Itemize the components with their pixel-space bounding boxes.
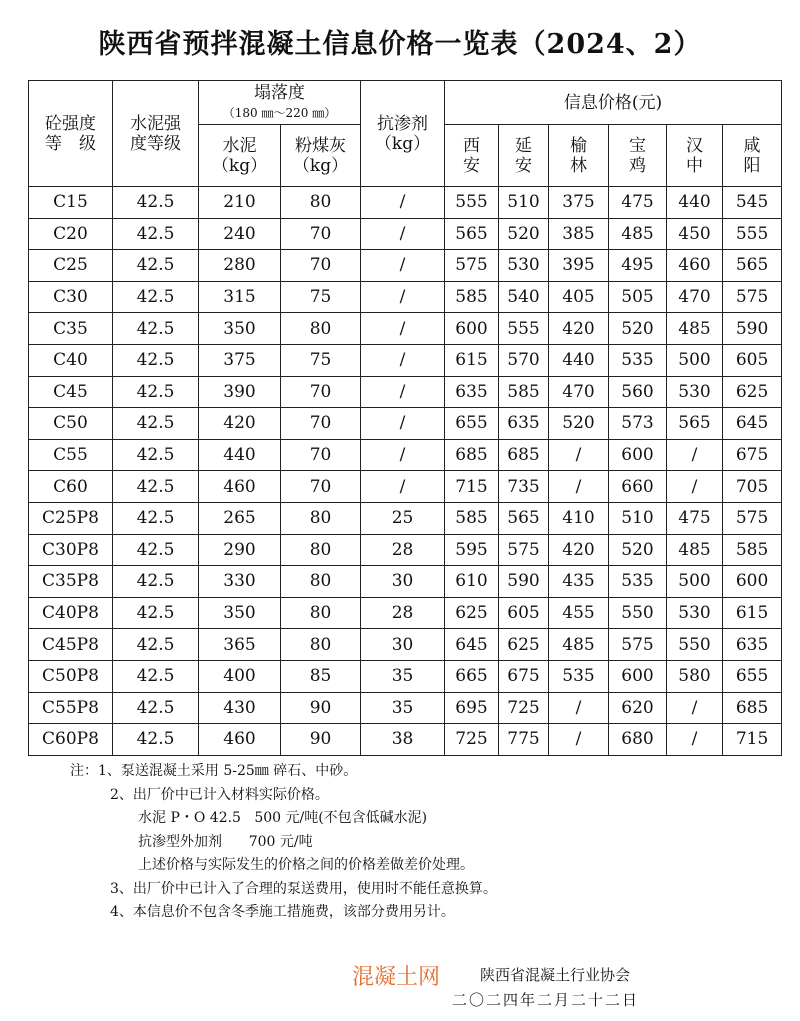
- cell-admixture-kg: /: [361, 408, 445, 440]
- cell-price-xian: 655: [445, 408, 499, 440]
- cell-price-baoji: 620: [609, 692, 667, 724]
- cell-flyash-kg: 80: [281, 502, 361, 534]
- cell-admixture-kg: 28: [361, 534, 445, 566]
- cell-cement-kg: 375: [199, 344, 281, 376]
- cell-grade: C25: [29, 250, 113, 282]
- cell-cement-kg: 265: [199, 502, 281, 534]
- cell-grade: C40P8: [29, 597, 113, 629]
- cell-cement-grade: 42.5: [113, 534, 199, 566]
- cell-cement-kg: 390: [199, 376, 281, 408]
- price-table-body: [29, 187, 782, 756]
- header-city-xian: 西 安: [445, 125, 499, 187]
- cell-price-yanan: 530: [499, 250, 549, 282]
- cell-price-yulin: 420: [549, 534, 609, 566]
- cell-admixture-kg: /: [361, 187, 445, 219]
- cell-price-xianyang: 545: [723, 187, 782, 219]
- cell-price-xianyang: 705: [723, 471, 782, 503]
- cell-admixture-kg: /: [361, 313, 445, 345]
- cell-price-baoji: 680: [609, 724, 667, 756]
- cell-grade: C45: [29, 376, 113, 408]
- cell-cement-kg: 460: [199, 471, 281, 503]
- cell-grade: C60: [29, 471, 113, 503]
- cell-price-yulin: 470: [549, 376, 609, 408]
- cell-price-baoji: 600: [609, 439, 667, 471]
- cell-price-yulin: 455: [549, 597, 609, 629]
- cell-price-baoji: 575: [609, 629, 667, 661]
- cell-price-xian: 575: [445, 250, 499, 282]
- cell-price-xianyang: 590: [723, 313, 782, 345]
- cell-grade: C25P8: [29, 502, 113, 534]
- cell-price-xianyang: 685: [723, 692, 782, 724]
- cell-price-yanan: 625: [499, 629, 549, 661]
- cell-price-yulin: 375: [549, 187, 609, 219]
- cell-price-xian: 715: [445, 471, 499, 503]
- table-row: [29, 218, 782, 250]
- cell-price-xianyang: 585: [723, 534, 782, 566]
- cell-grade: C50: [29, 408, 113, 440]
- notes: [70, 760, 497, 925]
- cell-price-xian: 610: [445, 566, 499, 598]
- cell-cement-grade: 42.5: [113, 376, 199, 408]
- cell-admixture-kg: 28: [361, 597, 445, 629]
- cell-price-baoji: 550: [609, 597, 667, 629]
- cell-price-xian: 665: [445, 660, 499, 692]
- page-title: 陕西省预拌混凝土信息价格一览表（2024、2）: [98, 29, 702, 60]
- cell-admixture-kg: /: [361, 281, 445, 313]
- table-row: [29, 281, 782, 313]
- cell-cement-kg: 350: [199, 313, 281, 345]
- cell-price-baoji: 535: [609, 566, 667, 598]
- cell-flyash-kg: 70: [281, 250, 361, 282]
- cell-price-yanan: 510: [499, 187, 549, 219]
- cell-price-xianyang: 565: [723, 250, 782, 282]
- cell-flyash-kg: 70: [281, 218, 361, 250]
- cell-flyash-kg: 80: [281, 629, 361, 661]
- cell-price-xianyang: 645: [723, 408, 782, 440]
- cell-price-xian: 725: [445, 724, 499, 756]
- table-row: [29, 597, 782, 629]
- cell-cement-kg: 460: [199, 724, 281, 756]
- cell-price-hanzhong: /: [667, 692, 723, 724]
- cell-price-hanzhong: 470: [667, 281, 723, 313]
- cell-price-yulin: /: [549, 692, 609, 724]
- cell-price-baoji: 560: [609, 376, 667, 408]
- cell-price-xian: 695: [445, 692, 499, 724]
- table-row: [29, 566, 782, 598]
- cell-price-yanan: 575: [499, 534, 549, 566]
- cell-admixture-kg: /: [361, 250, 445, 282]
- cell-price-xian: 585: [445, 502, 499, 534]
- cell-flyash-kg: 80: [281, 534, 361, 566]
- cell-flyash-kg: 70: [281, 471, 361, 503]
- cell-price-baoji: 535: [609, 344, 667, 376]
- cell-price-yanan: 605: [499, 597, 549, 629]
- cell-price-baoji: 510: [609, 502, 667, 534]
- cell-flyash-kg: 75: [281, 344, 361, 376]
- cell-price-yanan: 590: [499, 566, 549, 598]
- header-cement: 水泥 （kg）: [199, 125, 281, 187]
- cell-price-yulin: 535: [549, 660, 609, 692]
- cell-cement-kg: 290: [199, 534, 281, 566]
- cell-price-baoji: 485: [609, 218, 667, 250]
- cell-price-hanzhong: 530: [667, 376, 723, 408]
- cell-flyash-kg: 75: [281, 281, 361, 313]
- cell-price-hanzhong: 485: [667, 313, 723, 345]
- table-row: [29, 502, 782, 534]
- cell-flyash-kg: 90: [281, 692, 361, 724]
- cell-cement-grade: 42.5: [113, 313, 199, 345]
- cell-flyash-kg: 80: [281, 597, 361, 629]
- cell-admixture-kg: /: [361, 218, 445, 250]
- cell-price-yanan: 570: [499, 344, 549, 376]
- cell-grade: C55P8: [29, 692, 113, 724]
- cell-admixture-kg: /: [361, 344, 445, 376]
- cell-price-xian: 600: [445, 313, 499, 345]
- issuer-org: 陕西省混凝土行业协会: [480, 966, 631, 984]
- cell-price-xianyang: 605: [723, 344, 782, 376]
- cell-grade: C15: [29, 187, 113, 219]
- cell-price-xianyang: 675: [723, 439, 782, 471]
- cell-cement-kg: 350: [199, 597, 281, 629]
- cell-cement-kg: 280: [199, 250, 281, 282]
- cell-price-xian: 625: [445, 597, 499, 629]
- cell-price-baoji: 475: [609, 187, 667, 219]
- cell-cement-grade: 42.5: [113, 629, 199, 661]
- cell-price-xianyang: 635: [723, 629, 782, 661]
- cell-price-yulin: 485: [549, 629, 609, 661]
- cell-cement-kg: 210: [199, 187, 281, 219]
- cell-admixture-kg: /: [361, 471, 445, 503]
- note-2: 2、出厂价中已计入材料实际价格。: [110, 786, 329, 803]
- cell-price-baoji: 520: [609, 313, 667, 345]
- cell-cement-kg: 430: [199, 692, 281, 724]
- cell-price-yulin: /: [549, 471, 609, 503]
- header-slump: [199, 81, 361, 125]
- cell-price-hanzhong: 450: [667, 218, 723, 250]
- table-row: [29, 187, 782, 219]
- cell-price-baoji: 505: [609, 281, 667, 313]
- cell-price-baoji: 600: [609, 660, 667, 692]
- cell-admixture-kg: /: [361, 439, 445, 471]
- header-city-xianyang: 咸 阳: [723, 125, 782, 187]
- cell-cement-grade: 42.5: [113, 281, 199, 313]
- cell-price-hanzhong: 500: [667, 566, 723, 598]
- header-price: 信息价格(元): [445, 81, 782, 125]
- cell-grade: C45P8: [29, 629, 113, 661]
- cell-price-yulin: 435: [549, 566, 609, 598]
- cell-cement-grade: 42.5: [113, 692, 199, 724]
- note-2-cement: 水泥 P・O 42.5 500 元/吨(不包含低碱水泥): [138, 810, 428, 826]
- cell-price-baoji: 660: [609, 471, 667, 503]
- cell-cement-grade: 42.5: [113, 597, 199, 629]
- header-slump-range: （180 ㎜～220 ㎜）: [222, 105, 337, 120]
- cell-price-yanan: 675: [499, 660, 549, 692]
- cell-price-yanan: 735: [499, 471, 549, 503]
- cell-cement-kg: 330: [199, 566, 281, 598]
- cell-price-yanan: 685: [499, 439, 549, 471]
- cell-price-xian: 615: [445, 344, 499, 376]
- cell-price-xianyang: 555: [723, 218, 782, 250]
- cell-cement-kg: 315: [199, 281, 281, 313]
- header-admixture: 抗渗剂 （kg）: [361, 81, 445, 187]
- table-row: [29, 313, 782, 345]
- cell-grade: C35: [29, 313, 113, 345]
- cell-flyash-kg: 80: [281, 313, 361, 345]
- cell-price-baoji: 573: [609, 408, 667, 440]
- cell-admixture-kg: /: [361, 376, 445, 408]
- cell-price-hanzhong: 550: [667, 629, 723, 661]
- table-row: [29, 439, 782, 471]
- table-row: [29, 344, 782, 376]
- cell-cement-kg: 365: [199, 629, 281, 661]
- cell-flyash-kg: 80: [281, 566, 361, 598]
- cell-cement-grade: 42.5: [113, 566, 199, 598]
- cell-price-hanzhong: /: [667, 724, 723, 756]
- cell-price-hanzhong: /: [667, 439, 723, 471]
- cell-cement-grade: 42.5: [113, 471, 199, 503]
- cell-price-xianyang: 715: [723, 724, 782, 756]
- table-row: [29, 408, 782, 440]
- cell-price-xian: 595: [445, 534, 499, 566]
- cell-price-xianyang: 655: [723, 660, 782, 692]
- cell-cement-kg: 420: [199, 408, 281, 440]
- cell-price-yulin: 440: [549, 344, 609, 376]
- issue-date: 二〇二四年二月二十二日: [452, 991, 640, 1009]
- cell-price-xianyang: 575: [723, 502, 782, 534]
- watermark-logo: 混凝土网: [352, 965, 441, 990]
- cell-price-hanzhong: 580: [667, 660, 723, 692]
- cell-cement-grade: 42.5: [113, 187, 199, 219]
- cell-price-yulin: 385: [549, 218, 609, 250]
- header-city-baoji: 宝 鸡: [609, 125, 667, 187]
- cell-price-xianyang: 615: [723, 597, 782, 629]
- header-flyash: 粉煤灰 （kg）: [281, 125, 361, 187]
- cell-price-yulin: 410: [549, 502, 609, 534]
- cell-price-hanzhong: 485: [667, 534, 723, 566]
- cell-flyash-kg: 70: [281, 408, 361, 440]
- cell-price-yulin: 405: [549, 281, 609, 313]
- cell-cement-grade: 42.5: [113, 439, 199, 471]
- cell-price-xian: 585: [445, 281, 499, 313]
- cell-price-xian: 685: [445, 439, 499, 471]
- cell-cement-grade: 42.5: [113, 408, 199, 440]
- header-cement-grade: 水泥强 度等级: [113, 81, 199, 187]
- cell-price-yulin: 395: [549, 250, 609, 282]
- cell-price-baoji: 495: [609, 250, 667, 282]
- cell-price-yanan: 775: [499, 724, 549, 756]
- cell-price-yulin: 520: [549, 408, 609, 440]
- cell-price-yanan: 635: [499, 408, 549, 440]
- cell-price-yulin: /: [549, 439, 609, 471]
- cell-grade: C60P8: [29, 724, 113, 756]
- table-row: [29, 471, 782, 503]
- cell-grade: C40: [29, 344, 113, 376]
- table-row: [29, 660, 782, 692]
- cell-price-xianyang: 575: [723, 281, 782, 313]
- table-row: [29, 724, 782, 756]
- cell-flyash-kg: 90: [281, 724, 361, 756]
- table-row: [29, 534, 782, 566]
- cell-grade: C30P8: [29, 534, 113, 566]
- cell-grade: C20: [29, 218, 113, 250]
- cell-price-hanzhong: 500: [667, 344, 723, 376]
- cell-grade: C30: [29, 281, 113, 313]
- cell-price-hanzhong: 440: [667, 187, 723, 219]
- table-row: [29, 692, 782, 724]
- cell-admixture-kg: 35: [361, 660, 445, 692]
- cell-price-xian: 555: [445, 187, 499, 219]
- table-row: [29, 629, 782, 661]
- header-city-hanzhong: 汉 中: [667, 125, 723, 187]
- cell-cement-kg: 440: [199, 439, 281, 471]
- cell-cement-grade: 42.5: [113, 502, 199, 534]
- note-3: 3、出厂价中已计入了合理的泵送费用，使用时不能任意换算。: [110, 880, 497, 897]
- cell-price-yanan: 540: [499, 281, 549, 313]
- cell-price-yanan: 520: [499, 218, 549, 250]
- cell-cement-grade: 42.5: [113, 724, 199, 756]
- cell-cement-grade: 42.5: [113, 218, 199, 250]
- cell-admixture-kg: 38: [361, 724, 445, 756]
- cell-price-hanzhong: 530: [667, 597, 723, 629]
- note-2-admixture: 抗渗型外加剂 700 元/吨: [138, 833, 313, 850]
- cell-grade: C35P8: [29, 566, 113, 598]
- cell-price-xianyang: 625: [723, 376, 782, 408]
- cell-cement-kg: 400: [199, 660, 281, 692]
- cell-price-yanan: 585: [499, 376, 549, 408]
- cell-price-xian: 635: [445, 376, 499, 408]
- cell-grade: C50P8: [29, 660, 113, 692]
- cell-price-xian: 565: [445, 218, 499, 250]
- note-1: 注：1、泵送混凝土采用 5-25㎜ 碎石、中砂。: [70, 763, 358, 779]
- cell-price-xianyang: 600: [723, 566, 782, 598]
- cell-price-hanzhong: /: [667, 471, 723, 503]
- cell-cement-grade: 42.5: [113, 660, 199, 692]
- cell-flyash-kg: 70: [281, 376, 361, 408]
- note-4: 4、本信息价不包含冬季施工措施费，该部分费用另计。: [110, 904, 455, 920]
- table-row: [29, 376, 782, 408]
- table-row: [29, 250, 782, 282]
- cell-price-yanan: 565: [499, 502, 549, 534]
- cell-price-hanzhong: 565: [667, 408, 723, 440]
- note-2-diff: 上述价格与实际发生的价格之间的价格差做差价处理。: [138, 857, 474, 873]
- cell-admixture-kg: 25: [361, 502, 445, 534]
- cell-price-baoji: 520: [609, 534, 667, 566]
- cell-price-yulin: /: [549, 724, 609, 756]
- header-grade: 砼强度 等 级: [29, 81, 113, 187]
- header-city-yulin: 榆 林: [549, 125, 609, 187]
- cell-admixture-kg: 35: [361, 692, 445, 724]
- cell-cement-grade: 42.5: [113, 250, 199, 282]
- cell-cement-grade: 42.5: [113, 344, 199, 376]
- cell-admixture-kg: 30: [361, 566, 445, 598]
- price-table: [28, 80, 782, 756]
- cell-price-yulin: 420: [549, 313, 609, 345]
- cell-admixture-kg: 30: [361, 629, 445, 661]
- cell-flyash-kg: 85: [281, 660, 361, 692]
- cell-flyash-kg: 80: [281, 187, 361, 219]
- cell-price-yanan: 725: [499, 692, 549, 724]
- cell-price-hanzhong: 475: [667, 502, 723, 534]
- cell-grade: C55: [29, 439, 113, 471]
- cell-cement-kg: 240: [199, 218, 281, 250]
- cell-price-yanan: 555: [499, 313, 549, 345]
- cell-price-hanzhong: 460: [667, 250, 723, 282]
- header-slump-label: 塌落度: [254, 82, 305, 103]
- cell-flyash-kg: 70: [281, 439, 361, 471]
- cell-price-xian: 645: [445, 629, 499, 661]
- header-city-yanan: 延 安: [499, 125, 549, 187]
